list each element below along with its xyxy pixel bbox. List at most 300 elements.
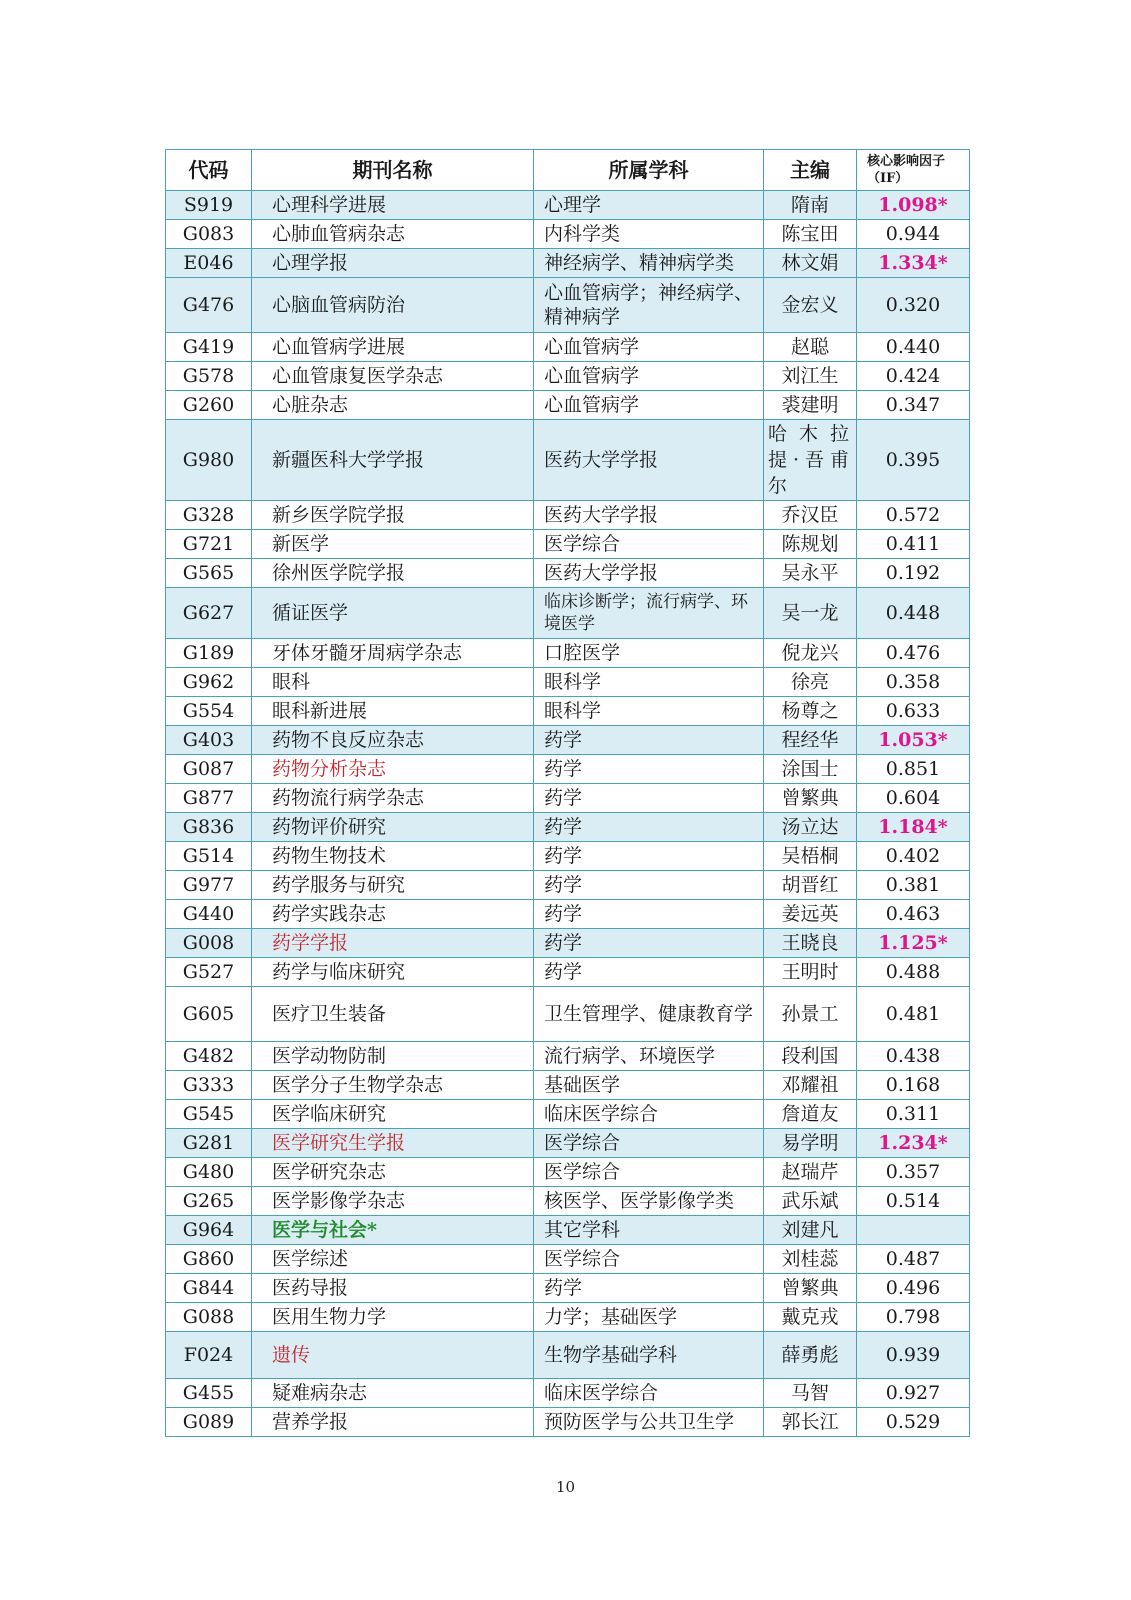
journal-code — [166, 1158, 252, 1187]
journal-code-text: G480 — [182, 1161, 235, 1183]
journal-code-text: E046 — [183, 252, 234, 274]
journal-name-text: 药物评价研究 — [272, 816, 387, 838]
editor-name — [764, 668, 857, 697]
editor-name — [764, 697, 857, 726]
journal-subject — [534, 784, 764, 813]
impact-factor — [857, 987, 970, 1042]
journal-name-text: 医学影像学杂志 — [272, 1190, 406, 1212]
journal-name — [252, 530, 534, 559]
journal-code-text: G514 — [182, 845, 235, 867]
journal-code — [166, 668, 252, 697]
editor-name-text: 曾繁典 — [781, 787, 839, 809]
table-row — [166, 958, 970, 987]
journal-subject-text: 卫生管理学、健康教育学 — [544, 1003, 754, 1025]
journal-subject — [534, 987, 764, 1042]
journal-subject-text: 药学 — [544, 729, 583, 751]
journal-subject-text: 医学综合 — [544, 533, 621, 555]
journal-code — [166, 362, 252, 391]
journal-code — [166, 220, 252, 249]
journal-name-text: 药物生物技术 — [272, 845, 387, 867]
impact-factor-text: 0.798 — [885, 1306, 941, 1328]
journal-name — [252, 784, 534, 813]
impact-factor-text: 0.633 — [885, 700, 941, 722]
header-journal-name: 期刊名称 — [252, 150, 534, 191]
table-row — [166, 668, 970, 697]
editor-name — [764, 1216, 857, 1245]
journal-name-text: 药学学报 — [272, 932, 349, 954]
journal-name-text: 药学实践杂志 — [272, 903, 387, 925]
journal-name-text: 遗传 — [272, 1344, 311, 1366]
journal-subject — [534, 1408, 764, 1437]
journal-code — [166, 784, 252, 813]
journal-subject-text: 心血管病学 — [544, 365, 640, 387]
editor-name — [764, 871, 857, 900]
journal-code-text: G087 — [182, 758, 235, 780]
journal-subject — [534, 220, 764, 249]
journal-subject — [534, 842, 764, 871]
editor-name — [764, 1042, 857, 1071]
editor-name — [764, 333, 857, 362]
journal-code-text: G605 — [182, 1003, 235, 1025]
journal-code — [166, 1379, 252, 1408]
journal-name-text: 循证医学 — [272, 602, 349, 624]
journal-code-text: G844 — [182, 1277, 235, 1299]
journal-code-text: G877 — [182, 787, 235, 809]
journal-subject-text: 医药大学学报 — [544, 562, 659, 584]
editor-name-text: 裘建明 — [781, 394, 839, 416]
journal-subject-text: 心血管病学 — [544, 336, 640, 358]
journal-code — [166, 755, 252, 784]
impact-factor-text: 0.357 — [885, 1161, 941, 1183]
impact-factor-text: 0.488 — [885, 961, 941, 983]
journal-code — [166, 333, 252, 362]
editor-name — [764, 929, 857, 958]
journal-name — [252, 278, 534, 333]
editor-name-text: 哈木拉提·吾甫尔 — [768, 423, 852, 497]
table-row — [166, 191, 970, 220]
journal-name — [252, 1187, 534, 1216]
impact-factor-text: 0.476 — [885, 642, 941, 664]
journal-table — [165, 149, 970, 1437]
table-row — [166, 755, 970, 784]
editor-name-text: 倪龙兴 — [781, 642, 839, 664]
impact-factor-text: 0.311 — [885, 1103, 941, 1125]
journal-subject — [534, 391, 764, 420]
journal-subject-text: 力学；基础医学 — [544, 1306, 678, 1328]
journal-code-text: G088 — [182, 1306, 235, 1328]
journal-code-text: G083 — [182, 223, 235, 245]
journal-subject — [534, 639, 764, 668]
journal-code-text: G419 — [182, 336, 235, 358]
journal-subject-text: 心血管病学；神经病学、精神病学 — [544, 282, 754, 328]
journal-subject — [534, 1303, 764, 1332]
table-row — [166, 1408, 970, 1437]
journal-name-text: 牙体牙髓牙周病学杂志 — [272, 642, 463, 664]
impact-factor-text: 0.347 — [885, 394, 941, 416]
impact-factor-text: 0.424 — [885, 365, 941, 387]
journal-name — [252, 1071, 534, 1100]
journal-code-text: F024 — [183, 1344, 234, 1366]
header-subject: 所属学科 — [534, 150, 764, 191]
editor-name — [764, 530, 857, 559]
impact-factor — [857, 1187, 970, 1216]
table-row — [166, 639, 970, 668]
journal-code — [166, 1303, 252, 1332]
journal-code-text: G527 — [182, 961, 235, 983]
journal-subject — [534, 1129, 764, 1158]
impact-factor-text: 0.320 — [885, 294, 941, 316]
impact-factor — [857, 958, 970, 987]
table-row — [166, 1129, 970, 1158]
impact-factor — [857, 1379, 970, 1408]
impact-factor-text: 0.395 — [885, 449, 941, 471]
impact-factor — [857, 1274, 970, 1303]
editor-name-text: 吴永平 — [781, 562, 839, 584]
journal-code-text: G189 — [182, 642, 235, 664]
journal-code — [166, 588, 252, 639]
journal-name — [252, 987, 534, 1042]
journal-subject-text: 药学 — [544, 932, 583, 954]
journal-name — [252, 191, 534, 220]
editor-name — [764, 559, 857, 588]
table-row — [166, 697, 970, 726]
journal-code-text: G578 — [182, 365, 235, 387]
journal-code-text: G977 — [182, 874, 235, 896]
journal-name-text: 疑难病杂志 — [272, 1382, 368, 1404]
journal-code-text: G482 — [182, 1045, 235, 1067]
journal-subject-text: 心理学 — [544, 194, 602, 216]
journal-code — [166, 1332, 252, 1379]
editor-name-text: 赵聪 — [790, 336, 829, 358]
journal-subject — [534, 249, 764, 278]
journal-name-text: 眼科 — [272, 671, 311, 693]
table-row — [166, 559, 970, 588]
impact-factor — [857, 697, 970, 726]
table-row — [166, 220, 970, 249]
journal-name-text: 心血管康复医学杂志 — [272, 365, 444, 387]
journal-subject-text: 医学综合 — [544, 1161, 621, 1183]
journal-name — [252, 639, 534, 668]
impact-factor — [857, 333, 970, 362]
impact-factor — [857, 1042, 970, 1071]
journal-subject — [534, 871, 764, 900]
editor-name — [764, 1100, 857, 1129]
journal-subject — [534, 726, 764, 755]
impact-factor-text: 0.192 — [885, 562, 941, 584]
editor-name-text: 王晓良 — [781, 932, 839, 954]
journal-name-text: 药学与临床研究 — [272, 961, 406, 983]
impact-factor-text: 0.487 — [885, 1248, 941, 1270]
editor-name-text: 刘江生 — [781, 365, 839, 387]
journal-subject-text: 临床诊断学；流行病学、环境医学 — [544, 592, 748, 634]
journal-subject-text: 生物学基础学科 — [544, 1344, 678, 1366]
header-row — [166, 150, 970, 191]
impact-factor — [857, 420, 970, 501]
journal-code — [166, 420, 252, 501]
impact-factor — [857, 559, 970, 588]
editor-name-text: 程经华 — [781, 729, 839, 751]
journal-name — [252, 420, 534, 501]
editor-name-text: 刘桂蕊 — [781, 1248, 839, 1270]
journal-subject — [534, 755, 764, 784]
editor-name-text: 陈规划 — [781, 533, 839, 555]
impact-factor-text: 0.572 — [885, 504, 941, 526]
journal-code — [166, 278, 252, 333]
editor-name-text: 胡晋红 — [781, 874, 839, 896]
journal-name — [252, 1274, 534, 1303]
impact-factor — [857, 191, 970, 220]
journal-code — [166, 958, 252, 987]
journal-name-text: 医学动物防制 — [272, 1045, 387, 1067]
editor-name-text: 郭长江 — [781, 1411, 839, 1433]
journal-code-text: G333 — [182, 1074, 235, 1096]
impact-factor — [857, 871, 970, 900]
editor-name — [764, 1408, 857, 1437]
journal-code-text: G964 — [182, 1219, 235, 1241]
journal-subject — [534, 588, 764, 639]
journal-name-text: 心脏杂志 — [272, 394, 349, 416]
editor-name — [764, 191, 857, 220]
editor-name — [764, 391, 857, 420]
journal-code-text: G565 — [182, 562, 235, 584]
table-row — [166, 278, 970, 333]
journal-subject-text: 医药大学学报 — [544, 449, 659, 471]
journal-subject — [534, 1071, 764, 1100]
journal-name — [252, 1100, 534, 1129]
editor-name — [764, 588, 857, 639]
journal-code — [166, 1274, 252, 1303]
editor-name-text: 马智 — [790, 1382, 829, 1404]
journal-code-text: G008 — [182, 932, 235, 954]
impact-factor — [857, 530, 970, 559]
editor-name — [764, 278, 857, 333]
impact-factor-text: 1.053* — [878, 729, 948, 751]
editor-name — [764, 501, 857, 530]
journal-code-text: G962 — [182, 671, 235, 693]
editor-name — [764, 726, 857, 755]
editor-name-text: 乔汉臣 — [781, 504, 839, 526]
table-row — [166, 1100, 970, 1129]
table-row — [166, 842, 970, 871]
journal-name — [252, 813, 534, 842]
header-code: 代码 — [166, 150, 252, 191]
journal-code-text: G721 — [182, 533, 235, 555]
journal-code-text: G836 — [182, 816, 235, 838]
editor-name — [764, 1187, 857, 1216]
table-row — [166, 1042, 970, 1071]
journal-name-text: 眼科新进展 — [272, 700, 368, 722]
table-row — [166, 362, 970, 391]
journal-name — [252, 1158, 534, 1187]
editor-name — [764, 220, 857, 249]
impact-factor — [857, 1100, 970, 1129]
impact-factor-text: 0.514 — [885, 1190, 941, 1212]
header-impact-factor: 核心影响因子（IF） — [857, 150, 970, 191]
table-row — [166, 1379, 970, 1408]
journal-subject-text: 药学 — [544, 874, 583, 896]
impact-factor-text: 0.448 — [885, 602, 941, 624]
editor-name-text: 赵瑞芹 — [781, 1161, 839, 1183]
editor-name — [764, 900, 857, 929]
editor-name-text: 王明时 — [781, 961, 839, 983]
table-row — [166, 501, 970, 530]
editor-name — [764, 755, 857, 784]
impact-factor-text: 0.438 — [885, 1045, 941, 1067]
journal-code-text: G860 — [182, 1248, 235, 1270]
journal-name — [252, 842, 534, 871]
table-row — [166, 784, 970, 813]
impact-factor-text: 1.334* — [878, 252, 948, 274]
table-row — [166, 1158, 970, 1187]
journal-subject-text: 神经病学、精神病学类 — [544, 252, 735, 274]
journal-subject — [534, 1042, 764, 1071]
journal-subject-text: 心血管病学 — [544, 394, 640, 416]
journal-name-text: 医药导报 — [272, 1277, 349, 1299]
journal-name — [252, 900, 534, 929]
journal-code-text: G627 — [182, 602, 235, 624]
impact-factor — [857, 278, 970, 333]
journal-name — [252, 697, 534, 726]
impact-factor-text: 1.234* — [878, 1132, 948, 1154]
journal-name-text: 医用生物力学 — [272, 1306, 387, 1328]
table-row — [166, 726, 970, 755]
editor-name-text: 汤立达 — [781, 816, 839, 838]
table-row — [166, 1245, 970, 1274]
journal-subject — [534, 668, 764, 697]
impact-factor — [857, 1332, 970, 1379]
editor-name-text: 刘建凡 — [781, 1219, 839, 1241]
impact-factor-text: 0.939 — [885, 1344, 941, 1366]
journal-code — [166, 871, 252, 900]
journal-subject — [534, 1187, 764, 1216]
impact-factor-text: 0.463 — [885, 903, 941, 925]
editor-name — [764, 1332, 857, 1379]
impact-factor — [857, 784, 970, 813]
impact-factor — [857, 900, 970, 929]
journal-subject — [534, 929, 764, 958]
editor-name-text: 詹道友 — [781, 1103, 839, 1125]
journal-subject — [534, 900, 764, 929]
journal-name-text: 新乡医学院学报 — [272, 504, 406, 526]
journal-subject — [534, 813, 764, 842]
editor-name — [764, 1379, 857, 1408]
journal-name — [252, 871, 534, 900]
journal-code-text: G403 — [182, 729, 235, 751]
journal-name-text: 徐州医学院学报 — [272, 562, 406, 584]
journal-subject — [534, 1100, 764, 1129]
journal-code — [166, 1100, 252, 1129]
table-row — [166, 420, 970, 501]
editor-name-text: 邓耀祖 — [781, 1074, 839, 1096]
journal-name-text: 医学研究杂志 — [272, 1161, 387, 1183]
journal-code — [166, 1187, 252, 1216]
impact-factor — [857, 668, 970, 697]
table-row — [166, 1274, 970, 1303]
impact-factor — [857, 249, 970, 278]
journal-name-text: 药学服务与研究 — [272, 874, 406, 896]
table-row — [166, 1187, 970, 1216]
journal-subject-text: 药学 — [544, 758, 583, 780]
journal-subject — [534, 501, 764, 530]
journal-name — [252, 1303, 534, 1332]
table-row — [166, 929, 970, 958]
table-row — [166, 391, 970, 420]
impact-factor — [857, 639, 970, 668]
header-editor: 主编 — [764, 150, 857, 191]
table-row — [166, 249, 970, 278]
journal-name-text: 医学临床研究 — [272, 1103, 387, 1125]
journal-code-text: G545 — [182, 1103, 235, 1125]
journal-subject-text: 基础医学 — [544, 1074, 621, 1096]
journal-subject-text: 内科学类 — [544, 223, 621, 245]
journal-subject — [534, 420, 764, 501]
editor-name — [764, 639, 857, 668]
impact-factor-text: 0.402 — [885, 845, 941, 867]
impact-factor — [857, 501, 970, 530]
journal-subject — [534, 1332, 764, 1379]
journal-code — [166, 987, 252, 1042]
journal-subject-text: 药学 — [544, 1277, 583, 1299]
journal-name-text: 心理科学进展 — [272, 194, 387, 216]
journal-code — [166, 1042, 252, 1071]
impact-factor-text: 0.851 — [885, 758, 941, 780]
journal-code — [166, 929, 252, 958]
table-row — [166, 1071, 970, 1100]
journal-code — [166, 191, 252, 220]
editor-name-text: 曾繁典 — [781, 1277, 839, 1299]
journal-name — [252, 1042, 534, 1071]
journal-name — [252, 929, 534, 958]
table-row — [166, 333, 970, 362]
journal-subject-text: 眼科学 — [544, 671, 602, 693]
journal-code — [166, 501, 252, 530]
editor-name — [764, 842, 857, 871]
impact-factor — [857, 726, 970, 755]
journal-name — [252, 1408, 534, 1437]
journal-subject-text: 核医学、医学影像学类 — [544, 1190, 735, 1212]
impact-factor — [857, 588, 970, 639]
journal-code — [166, 697, 252, 726]
impact-factor — [857, 1071, 970, 1100]
journal-code-text: G476 — [182, 294, 235, 316]
journal-subject-text: 其它学科 — [544, 1219, 621, 1241]
editor-name-text: 杨尊之 — [781, 700, 839, 722]
impact-factor — [857, 1129, 970, 1158]
journal-subject — [534, 278, 764, 333]
journal-code — [166, 1071, 252, 1100]
journal-code — [166, 813, 252, 842]
editor-name-text: 段利国 — [781, 1045, 839, 1067]
journal-code-text: G281 — [182, 1132, 235, 1154]
impact-factor — [857, 362, 970, 391]
journal-subject-text: 临床医学综合 — [544, 1103, 659, 1125]
journal-name-text: 药物分析杂志 — [272, 758, 387, 780]
editor-name-text: 徐亮 — [790, 671, 829, 693]
journal-name-text: 新疆医科大学学报 — [272, 449, 425, 471]
journal-subject — [534, 1379, 764, 1408]
impact-factor-text: 0.927 — [885, 1382, 941, 1404]
editor-name-text: 陈宝田 — [781, 223, 839, 245]
impact-factor-text: 0.496 — [885, 1277, 941, 1299]
journal-name — [252, 1129, 534, 1158]
editor-name — [764, 1245, 857, 1274]
editor-name-text: 金宏义 — [781, 294, 839, 316]
table-row — [166, 1332, 970, 1379]
editor-name — [764, 249, 857, 278]
journal-name — [252, 333, 534, 362]
impact-factor — [857, 755, 970, 784]
journal-code-text: G440 — [182, 903, 235, 925]
